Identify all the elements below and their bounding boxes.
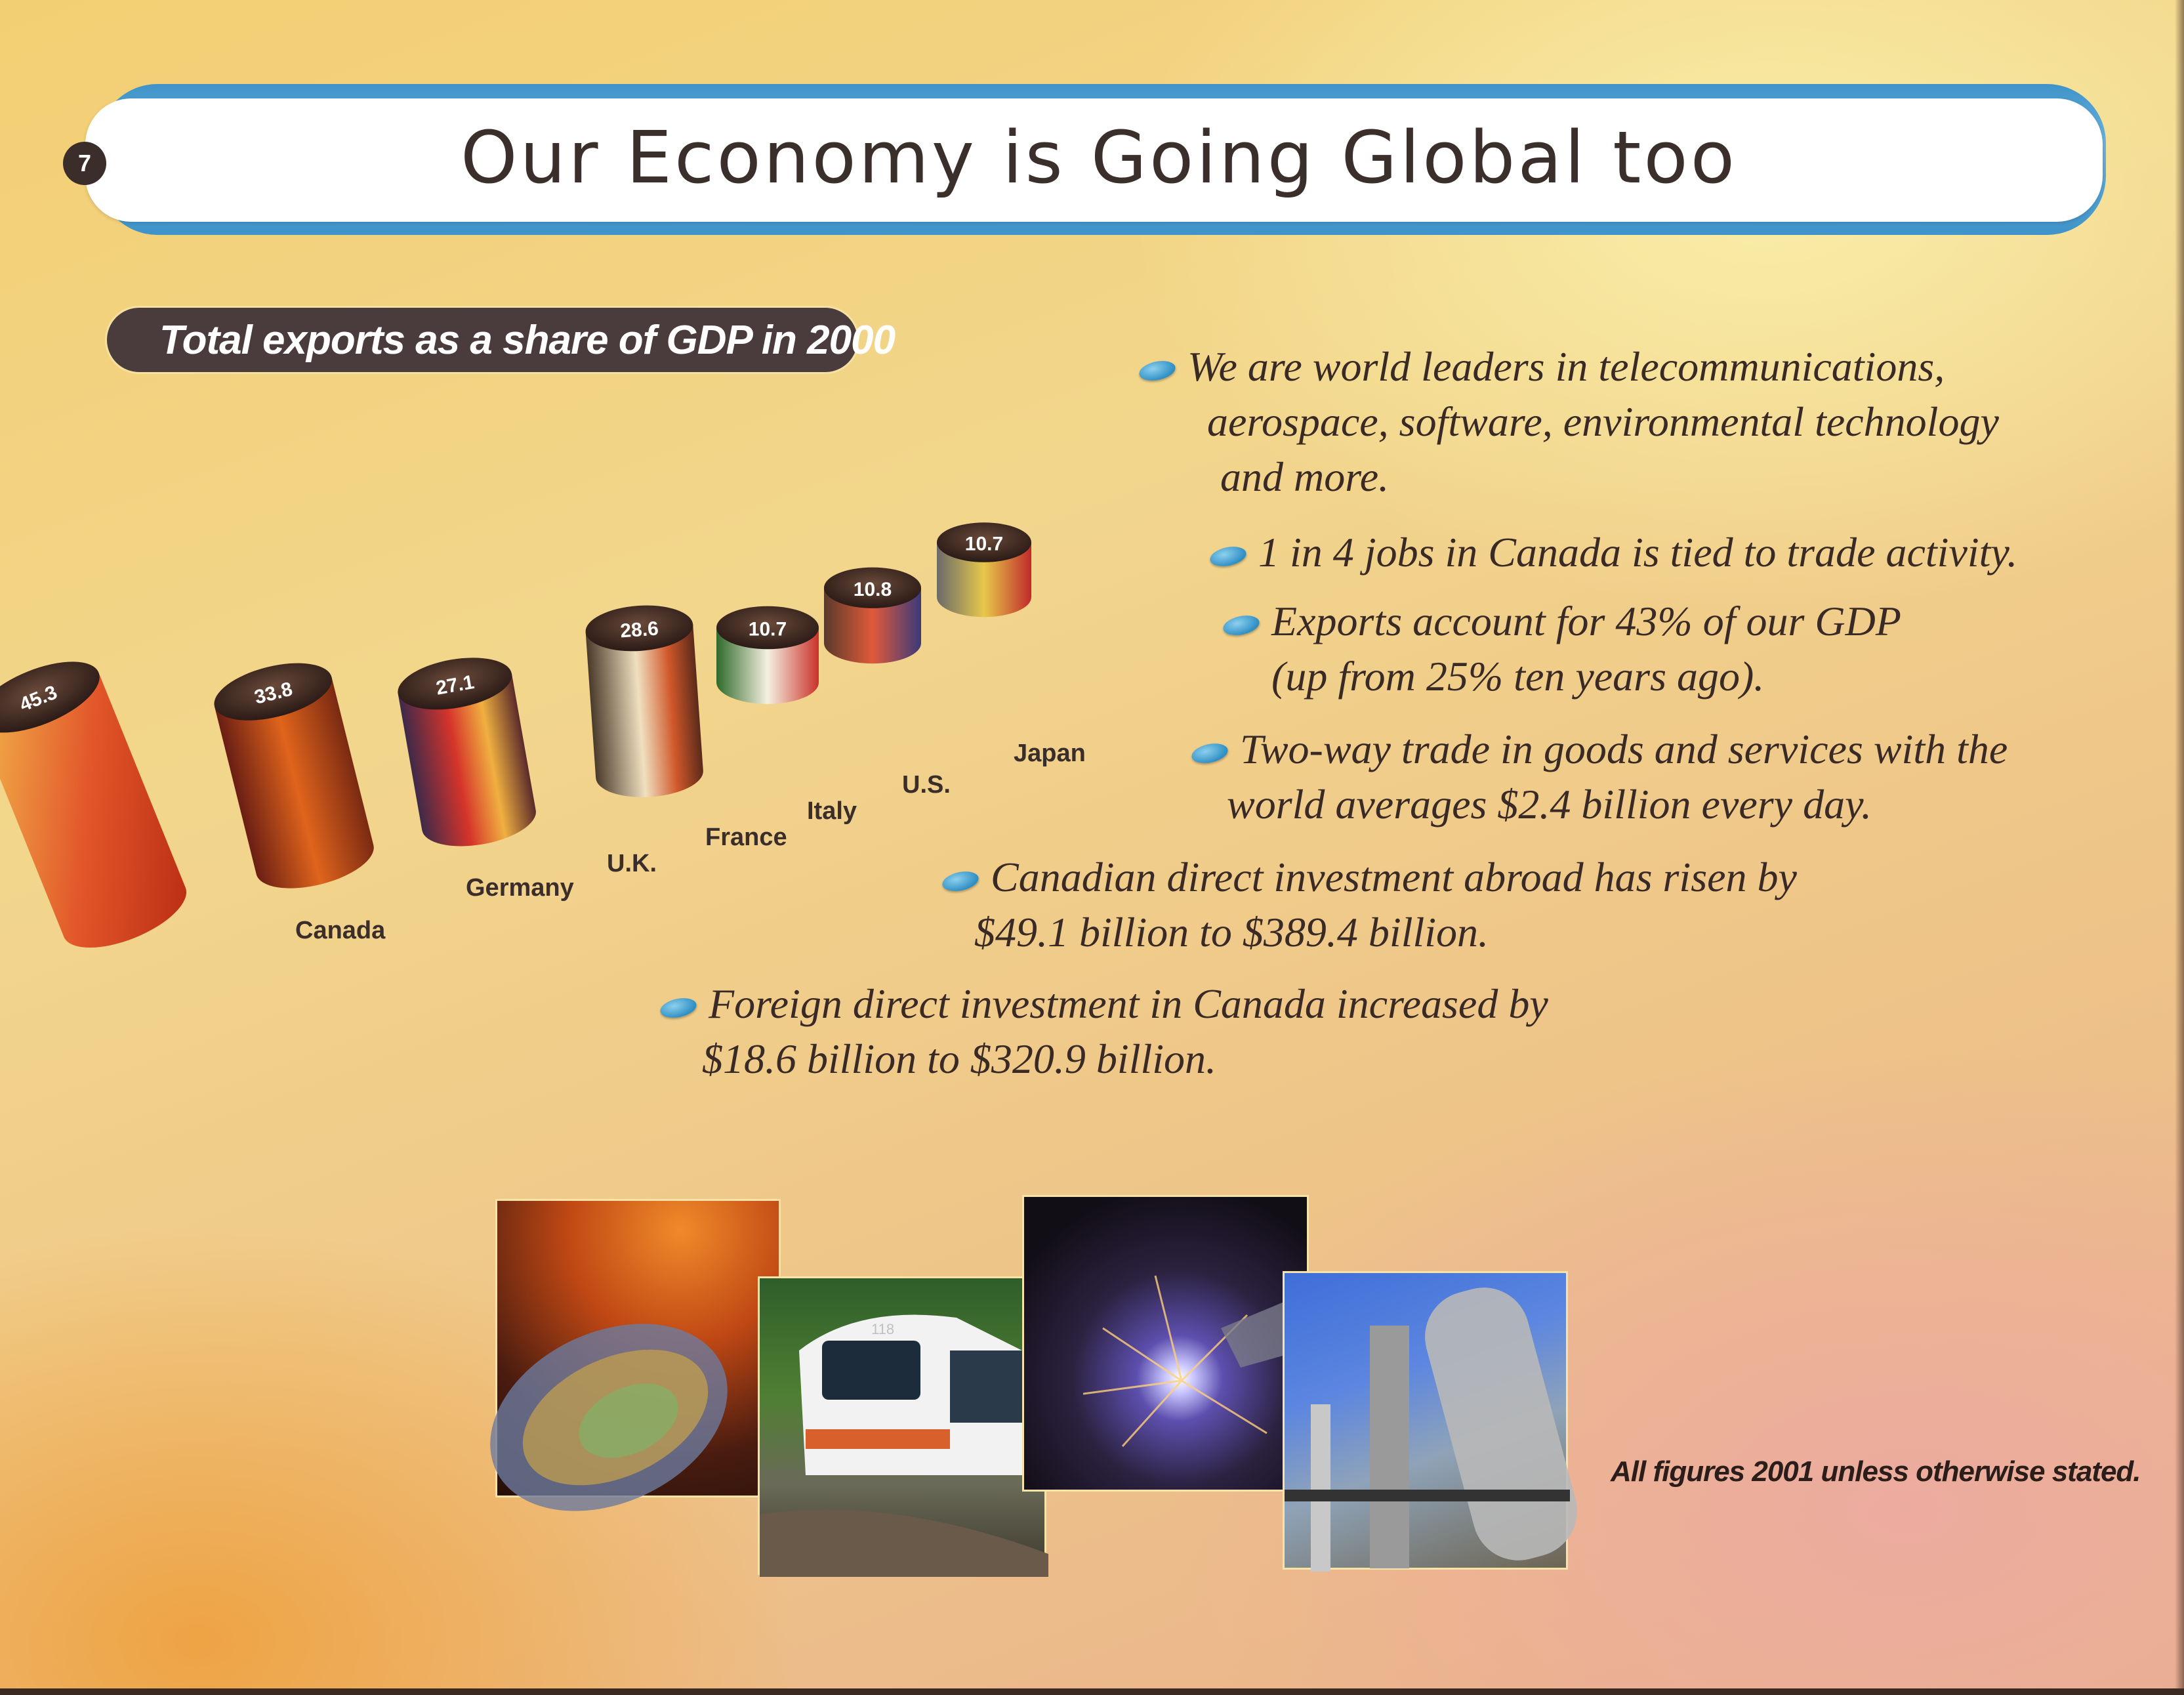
data-label: 10.7 — [748, 618, 787, 640]
bullet-icon — [1222, 612, 1262, 638]
bullet-icon — [659, 995, 699, 1020]
page-title: Our Economy is Going Global too — [460, 115, 1738, 199]
fact-line: aerospace, software, environmental technology — [1207, 398, 1999, 445]
footnote: All figures 2001 unless otherwise stated. — [1611, 1455, 2141, 1488]
bullet-icon — [1190, 740, 1230, 766]
exports-cylinder-chart — [16, 486, 1155, 958]
fact-item — [1271, 594, 1901, 704]
category-label: U.S. — [902, 771, 951, 799]
bullet-icon — [1138, 358, 1178, 383]
fact-item — [1227, 722, 2008, 832]
fact-line: $49.1 billion to $389.4 billion. — [974, 909, 1489, 955]
silicon-wafer-photo — [495, 1199, 781, 1497]
category-label: U.K. — [607, 850, 657, 877]
fact-item — [974, 850, 1797, 960]
svg-text:118: 118 — [871, 1321, 895, 1337]
data-label: 27.1 — [434, 671, 476, 700]
chart-bar-us — [824, 568, 921, 663]
page-edge-shadow — [2175, 0, 2184, 1695]
page-number-badge: 7 — [63, 142, 106, 185]
welding-photo — [1022, 1195, 1309, 1492]
cylinder-body — [586, 625, 705, 801]
chart-title: Total exports as a share of GDP in 2000 — [105, 306, 859, 374]
fact-line: 1 in 4 jobs in Canada is tied to trade activity. — [1258, 529, 2018, 575]
category-label: Canada — [295, 917, 386, 944]
chart-bar-italy — [716, 606, 819, 704]
fact-line: Two-way trade in goods and services with the — [1240, 726, 2008, 772]
fact-item — [1187, 339, 1999, 505]
bullet-icon — [1208, 543, 1248, 569]
data-label: 10.7 — [964, 533, 1004, 555]
category-label: Germany — [466, 874, 574, 902]
fact-line: (up from 25% ten years ago). — [1271, 653, 1765, 700]
fact-line: and more. — [1220, 453, 1390, 500]
chart-bar-japan — [937, 522, 1031, 617]
industrial-plant-photo — [1283, 1271, 1568, 1570]
chart-bar-france — [584, 602, 705, 801]
fact-line: world averages $2.4 billion every day. — [1227, 781, 1872, 827]
chart-bar-uk — [394, 650, 540, 854]
category-label: France — [705, 824, 787, 851]
fact-item — [702, 976, 1548, 1087]
fact-line: Canadian direct investment abroad has risen by — [991, 854, 1797, 900]
chart-bar-canada — [0, 647, 196, 962]
category-label: Japan — [1014, 740, 1086, 767]
train-photo — [758, 1276, 1046, 1575]
fact-line: $18.6 billion to $320.9 billion. — [702, 1036, 1217, 1082]
data-label: 28.6 — [619, 617, 659, 642]
data-label: 45.3 — [16, 681, 60, 716]
chart-bar-germany — [209, 652, 380, 898]
data-label: 10.8 — [853, 578, 892, 600]
fact-line: Foreign direct investment in Canada increased by — [709, 980, 1548, 1027]
category-label: Italy — [807, 797, 857, 825]
fact-line: Exports account for 43% of our GDP — [1271, 598, 1901, 644]
fact-item — [1258, 525, 2017, 580]
data-label: 33.8 — [252, 678, 295, 709]
page-bottom-edge — [0, 1688, 2184, 1695]
fact-line: We are world leaders in telecommunications, — [1187, 343, 1945, 390]
